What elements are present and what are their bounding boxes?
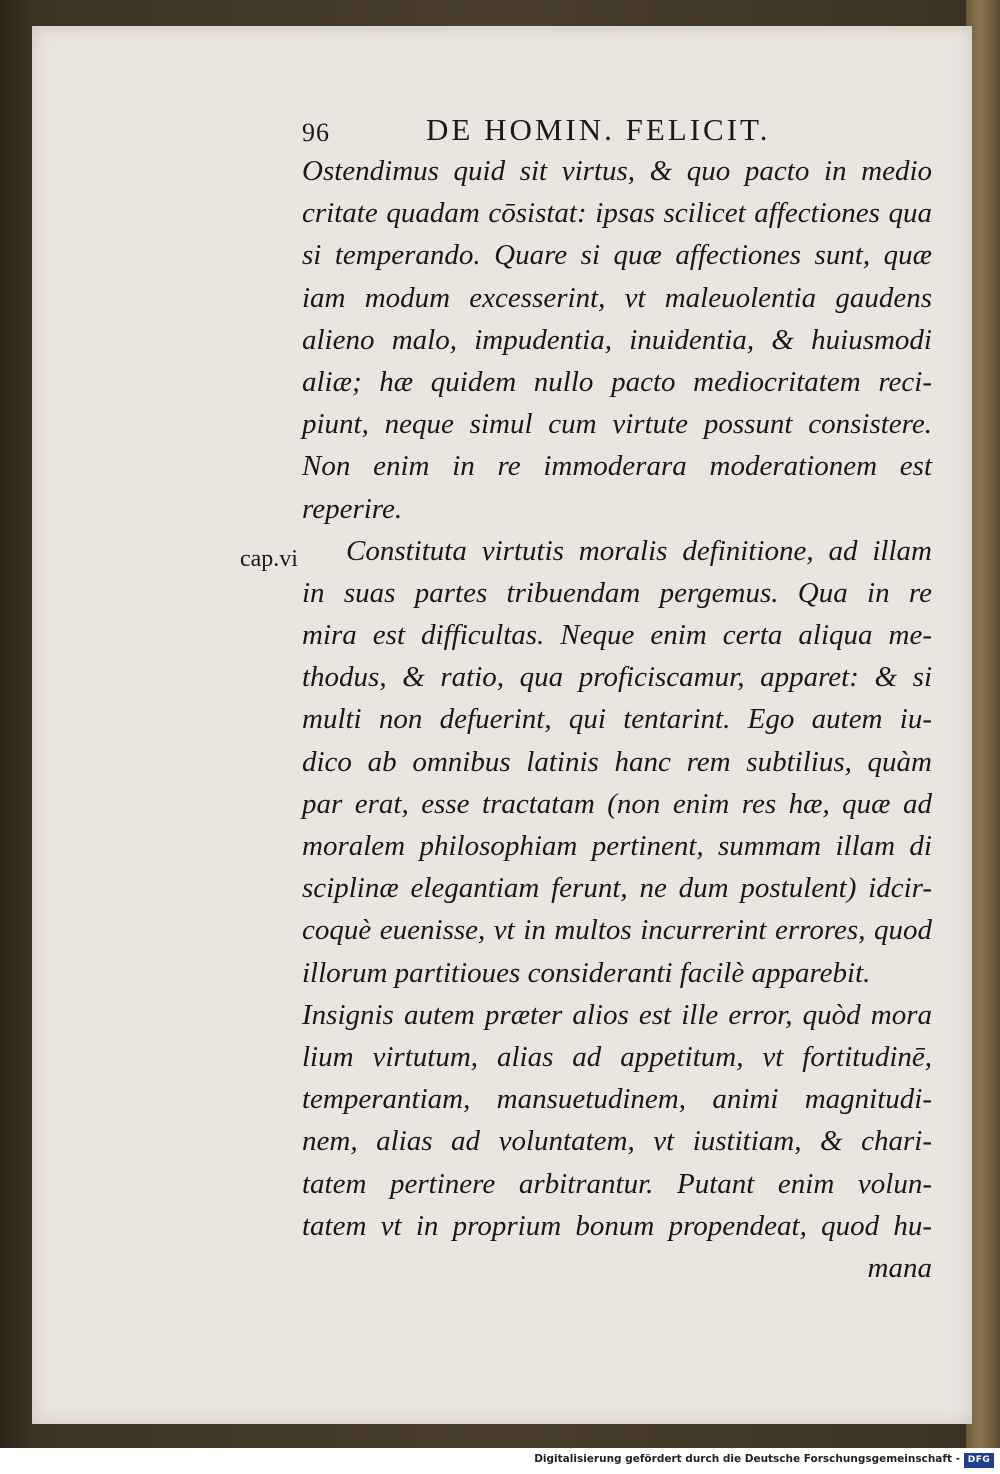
text-line: Ostendimus quid sit virtus, & quo pacto in medio <box>302 155 932 187</box>
text-line: nem, alias ad voluntatem, vt iustitiam, & chari- <box>302 1125 932 1158</box>
text-line: tatem pertinere arbitrantur. Putant enim volun- <box>302 1167 932 1200</box>
text-line: in suas partes tribuendam pergemus. Qua in re <box>302 576 932 609</box>
text-line: alieno malo, impudentia, inuidentia, & huiusmodi <box>302 323 932 356</box>
text-line: multi non defuerint, qui tentarint. Ego autem iu- <box>302 703 932 736</box>
text-line: moralem philosophiam pertinent, summam illam di <box>302 830 932 862</box>
text-line: coquè euenisse, vt in multos incurrerint errores, quod <box>302 914 932 947</box>
text-line: temperantiam, mansuetudinem, animi magnitudi- <box>302 1083 932 1116</box>
text-line: sciplinæ elegantiam ferunt, ne dum postulent) idcir- <box>302 872 932 905</box>
text-line: Insignis autem præter alios est ille error, quòd mora <box>302 998 932 1031</box>
text-line: Constituta virtutis moralis definitione, ad illam <box>346 534 932 567</box>
text-line: dico ab omnibus latinis hanc rem subtilius, quàm <box>302 745 932 778</box>
text-line: si temperando. Quare si quæ affectiones sunt, quæ <box>302 239 932 272</box>
digitization-footer <box>0 1448 1000 1474</box>
text-line: thodus, & ratio, qua proficiscamur, apparet: & si <box>302 661 932 694</box>
text-line: iam modum excesserint, vt maleuolentia gaudens <box>302 281 932 314</box>
text-line: lium virtutum, alias ad appetitum, vt fortitudinē, <box>302 1040 932 1073</box>
text-line: Non enim in re immoderara moderationem est <box>302 450 932 483</box>
text-line: reperire. <box>302 492 403 525</box>
text-line: par erat, esse tractatam (non enim res hæ, quæ ad <box>302 787 932 820</box>
body-text <box>302 150 932 1289</box>
text-line: mira est difficultas. Neque enim certa aliqua me- <box>302 619 932 652</box>
text-line: critate quadam cōsistat: ipsas scilicet affectiones qua <box>302 197 932 230</box>
marginal-chapter-note: cap.vi <box>240 546 298 572</box>
text-line: aliæ; hæ quidem nullo pacto mediocritatem reci- <box>302 365 932 398</box>
text-line: illorum partitioues consideranti facilè apparebit. <box>302 956 871 989</box>
catchword: mana <box>867 1251 932 1284</box>
dfg-logo: DFG <box>964 1453 994 1468</box>
funding-credit: Digitalisierung gefördert durch die Deutsche Forschungsgemeinschaft - <box>534 1453 960 1465</box>
page-number: 96 <box>302 118 330 147</box>
running-title: DE HOMIN. FELICIT. <box>426 112 771 147</box>
text-line: piunt, neque simul cum virtute possunt consistere. <box>302 408 932 441</box>
text-line: tatem vt in proprium bonum propendeat, quod hu- <box>302 1209 932 1242</box>
